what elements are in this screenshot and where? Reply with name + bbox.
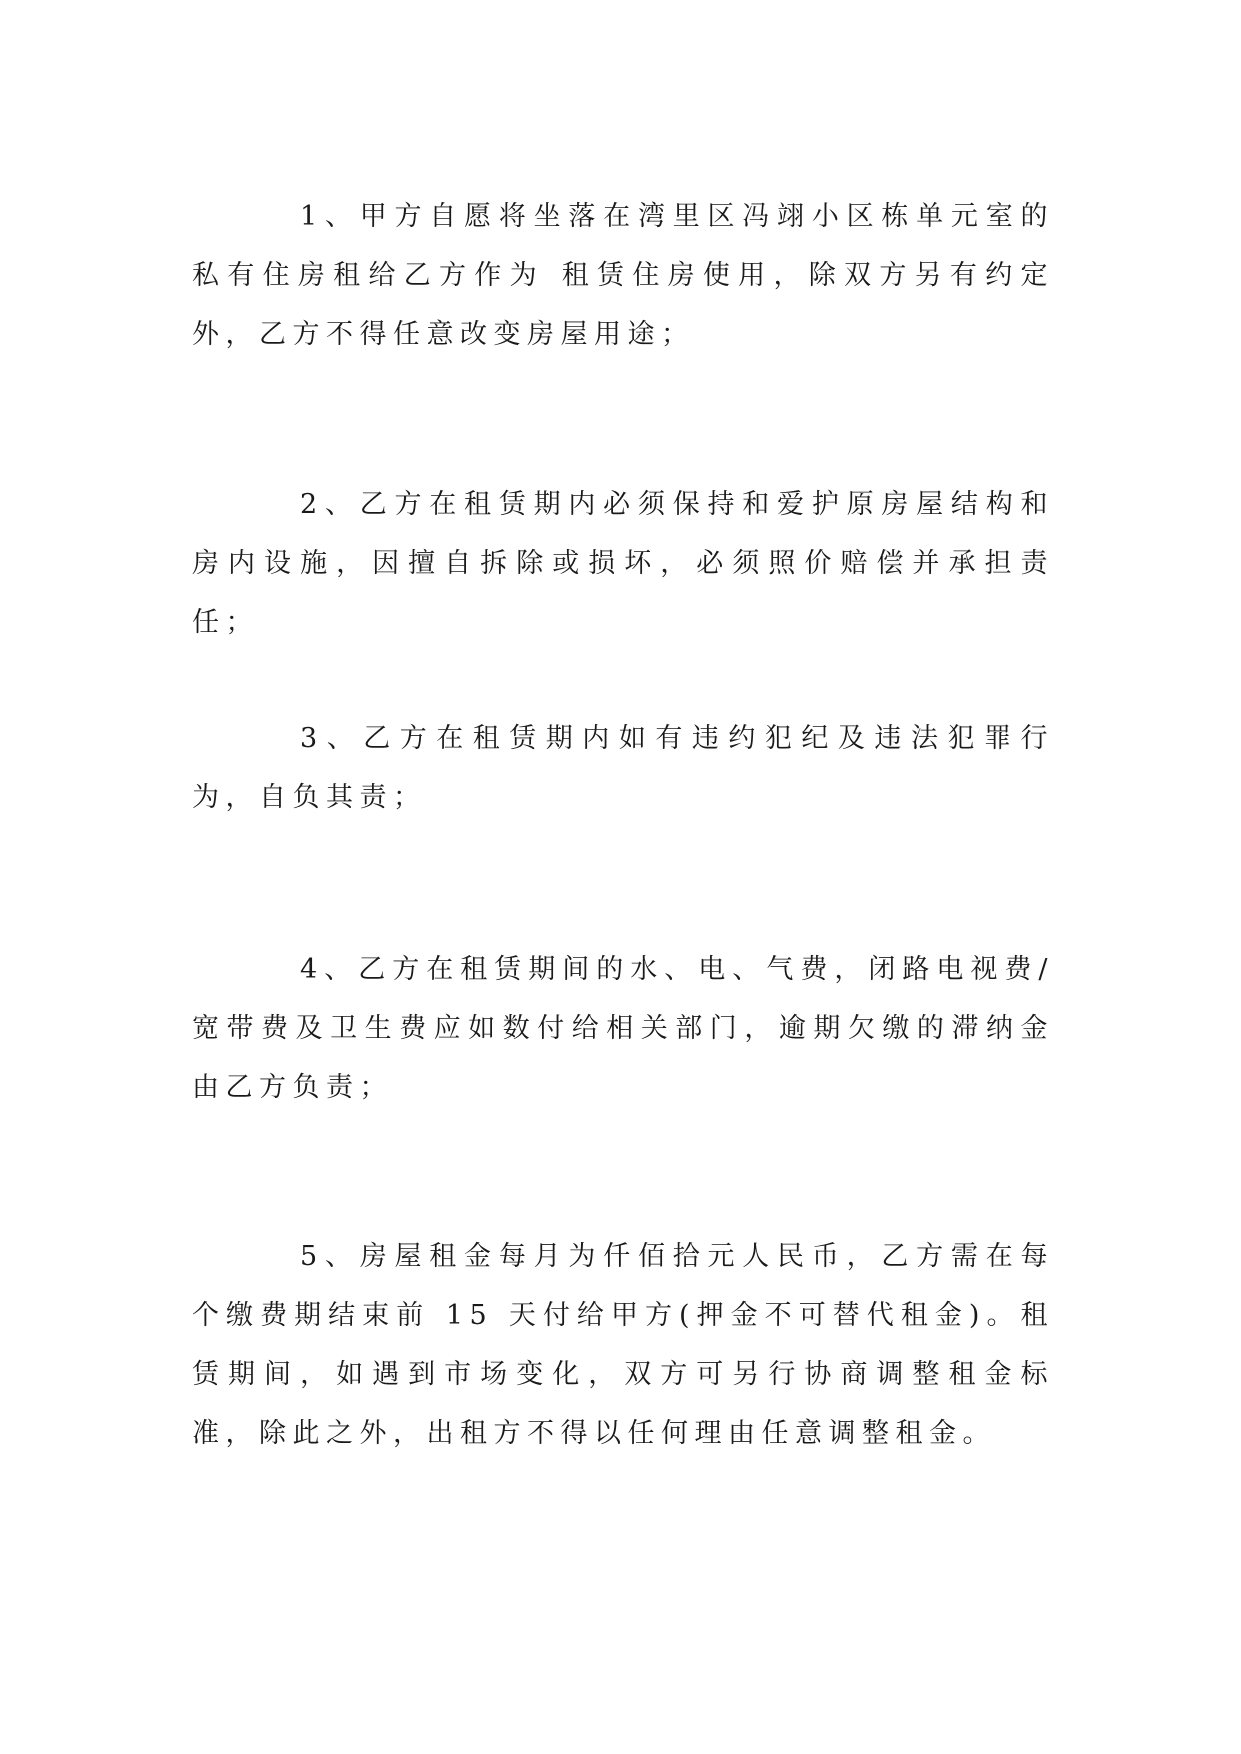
clause-1: 1、甲方自愿将坐落在湾里区冯翊小区栋单元室的私有住房租给乙方作为 租赁住房使用，除双方另有约定外，乙方不得任意改变房屋用途； <box>192 201 1054 350</box>
clause-2: 2、乙方在租赁期内必须保持和爱护原房屋结构和房内设施，因擅自拆除或损坏，必须照价赔偿并承担责任； <box>192 489 1054 638</box>
clause-4: 4、乙方在租赁期间的水、电、气费，闭路电视费/宽带费及卫生费应如数付给相关部门，逾期欠缴的滞纳金由乙方负责； <box>192 954 1054 1103</box>
clause-5: 5、房屋租金每月为仟佰拾元人民币，乙方需在每个缴费期结束前 15 天付给甲方(押金不可替代租金)。租赁期间，如遇到市场变化，双方可另行协商调整租金标准，除此之外，出租方不得以任何理由任意调整租金。 <box>192 1241 1054 1449</box>
clause-3: 3、乙方在租赁期内如有违约犯纪及违法犯罪行为，自负其责； <box>192 723 1054 813</box>
